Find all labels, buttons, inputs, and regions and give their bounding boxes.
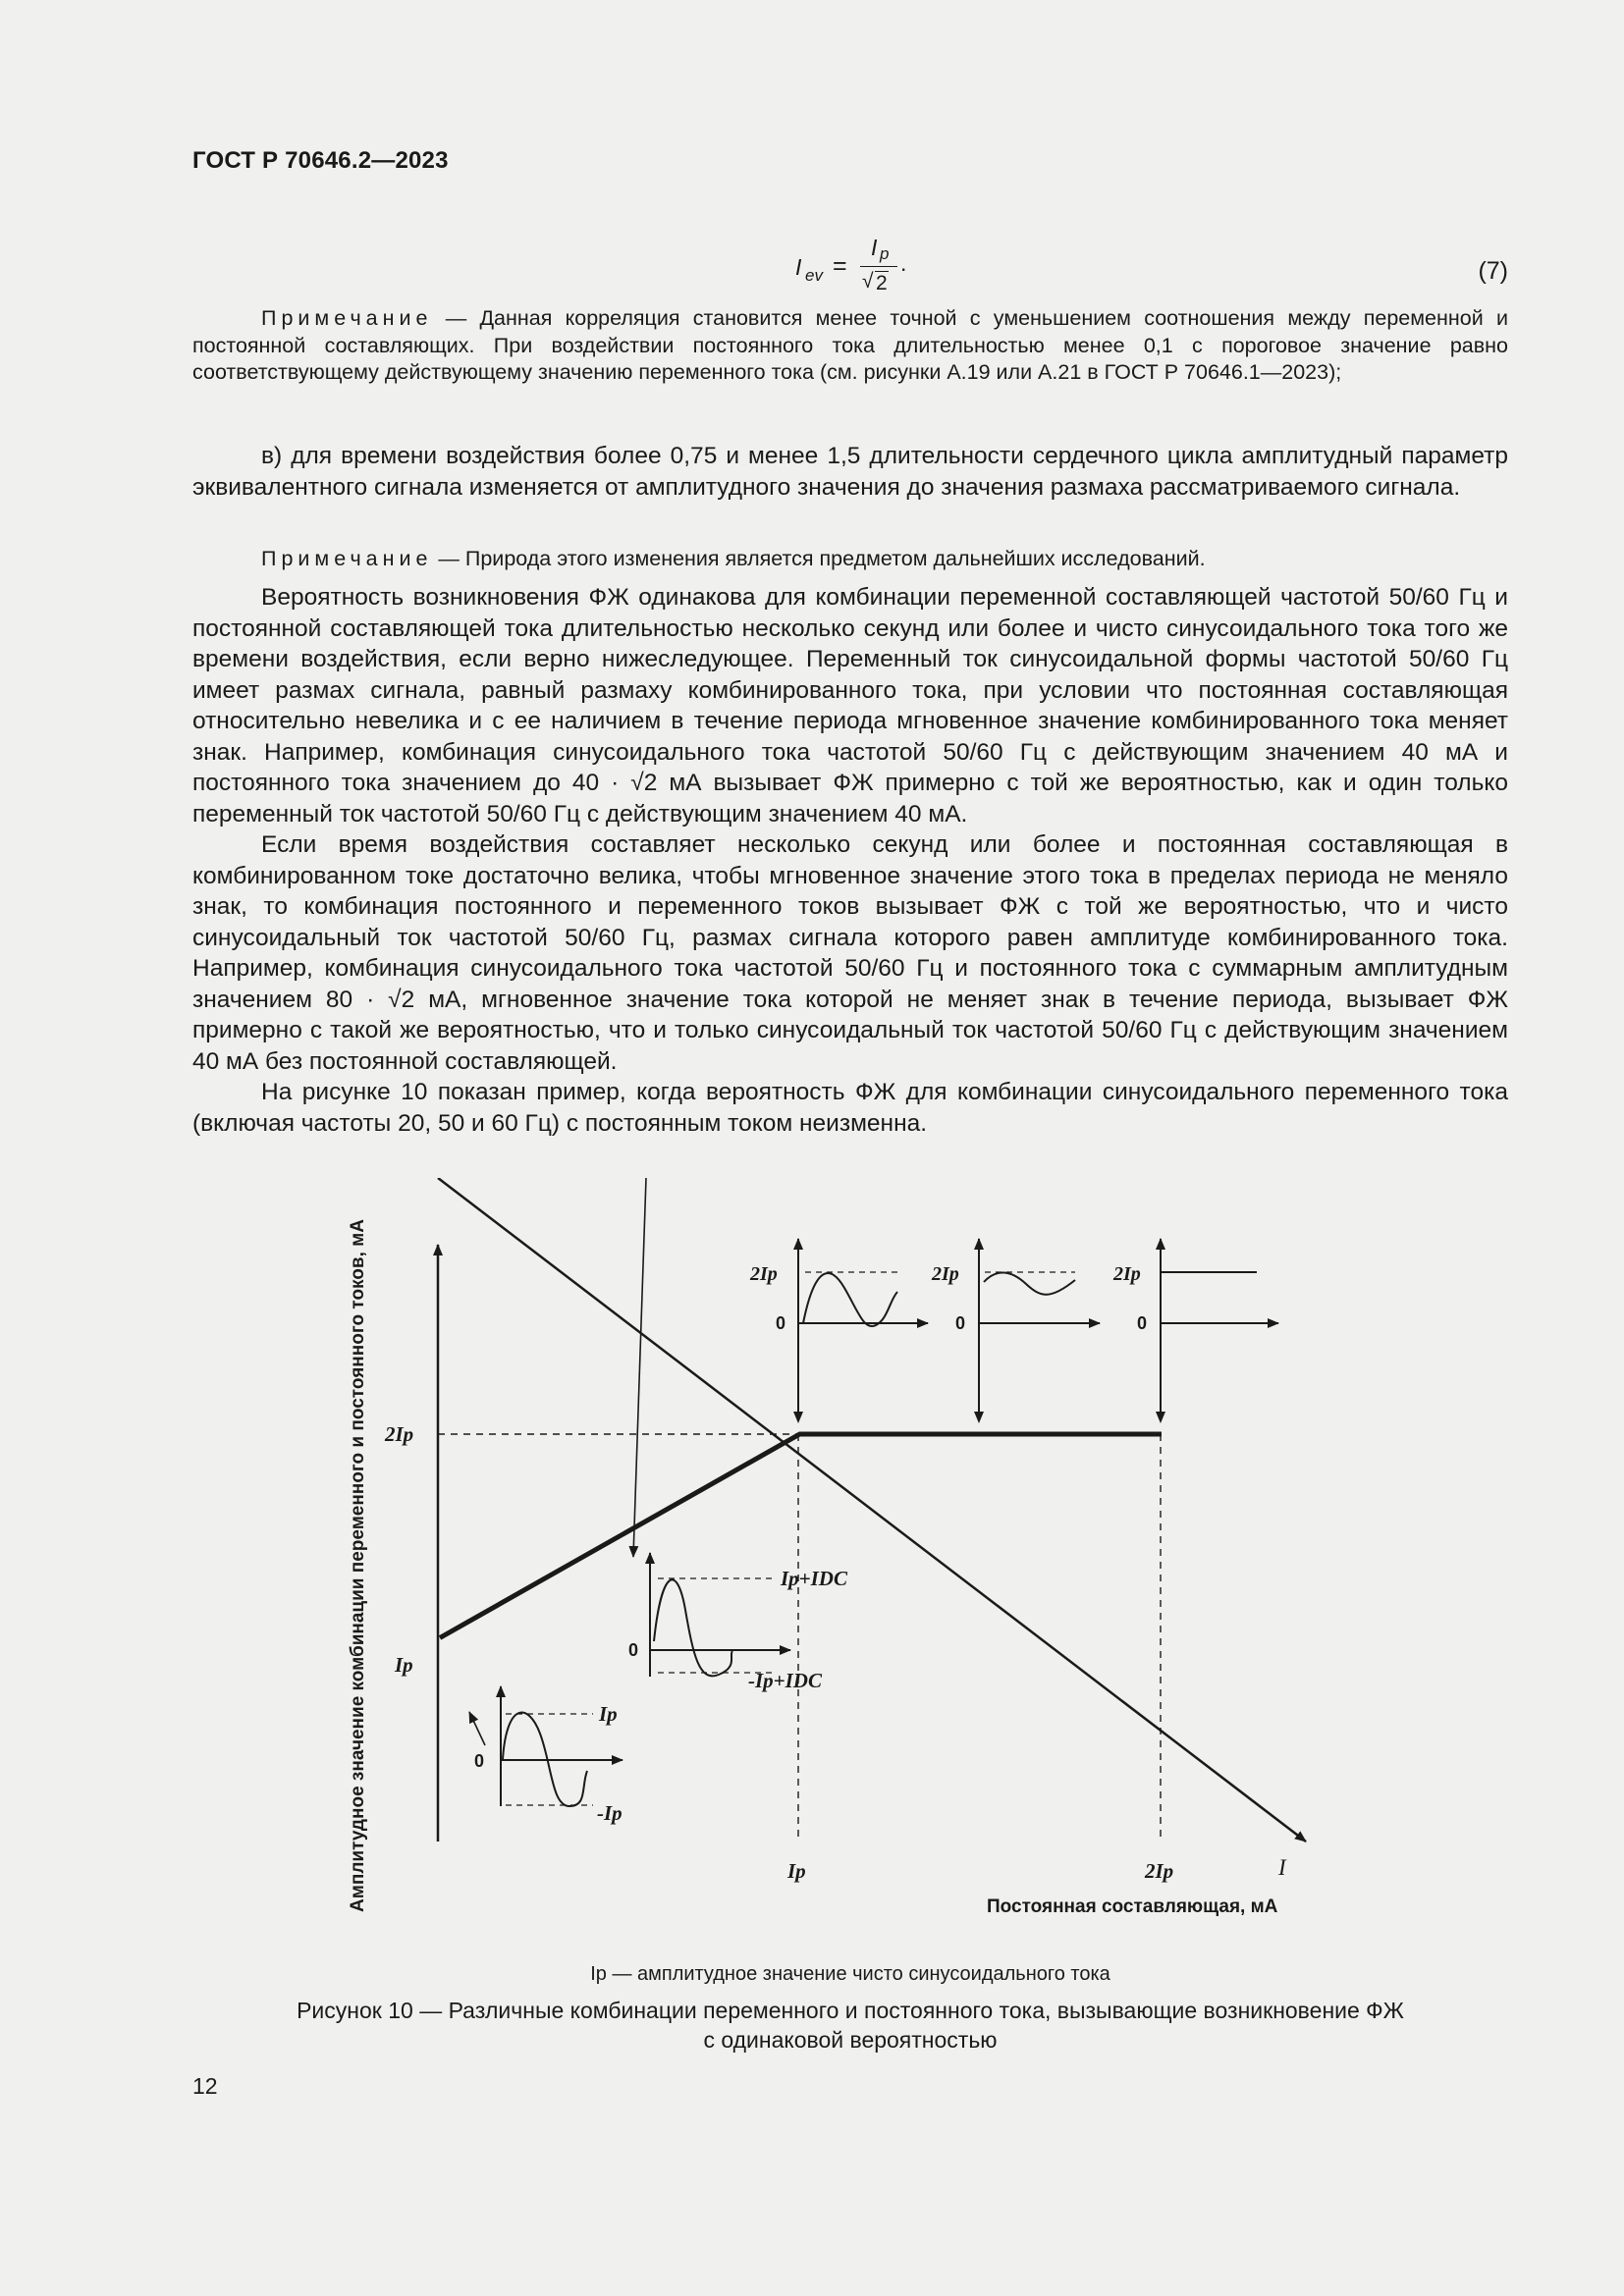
panel-3-label-zero: 0 xyxy=(1137,1313,1148,1333)
paragraph-2: Если время воздействия составляет несколько секунд или более и постоянная составляющая в комбинированном токе достаточно велика, чтобы мгновенное значение этого тока в пределах периода не меняло знак, то комбинация постоянного и переменного токов вызывает ФЖ с той же вероятностью, что и чисто синусоидальный ток частотой 50/60 Гц, размах сигнала которого равен амплитуде комбинированного тока. Например, комбинация синусоидального тока частотой 50/60 Гц и постоянного тока с суммарным амплитудным значением 80 · √2 мА, мгновенное значение тока которой не меняет знак в течение периода, вызывает ФЖ примерно с такой же вероятностью, что и только синусоидальный ток частотой 50/60 Гц с действующим значением 40 мА без постоянной составляющей. xyxy=(192,831,1508,1075)
paragraph-1: Вероятность возникновения ФЖ одинакова для комбинации переменной составляющей частотой 50/60 Гц и постоянной составляющей тока длительностью несколько секунд или более и чисто синусоидального тока того же времени воздействия, если верно нижеследующее. Переменный ток синусоидальной формы частотой 50/60 Гц имеет размах сигнала, равный размаху комбинированного тока, при условии что постоянная составляющая относительно невелика и с ее наличием в течение периода мгновенное значение комбинированного тока меняет знак. Например, комбинация синусоидального тока частотой 50/60 Гц с действующим значением 40 мА и постоянного тока значением до 40 · √2 мА вызывает ФЖ примерно с той же вероятностью, как и один только переменный ток частотой 50/60 Гц с действующим значением 40 мА. xyxy=(192,584,1508,828)
sqrt-sign-icon: √ xyxy=(862,270,874,293)
caption-line-1: Рисунок 10 — Различные комбинации переменного и постоянного тока, вызывающие возникновение ФЖ xyxy=(297,1998,1404,2023)
caption-line-2: с одинаковой вероятностью xyxy=(703,2027,998,2053)
series-line xyxy=(440,1434,1162,1638)
inset-1-label-zero: 0 xyxy=(474,1751,485,1771)
figure-10-chart xyxy=(334,1178,1335,1953)
inset-2-label-bottom: -Ip+IDC xyxy=(748,1669,822,1692)
formula-number: (7) xyxy=(1478,257,1508,285)
inset-2-pointer-arrow xyxy=(633,1178,646,1557)
formula-period: . xyxy=(900,250,907,276)
panel-1-waveform xyxy=(803,1273,897,1326)
panel-1-label-zero: 0 xyxy=(776,1313,786,1333)
formula-7 xyxy=(776,231,1070,309)
formula-denominator: 2 xyxy=(876,272,888,294)
x-axis-symbol: I xyxy=(1278,1855,1286,1880)
inset-2-label-top: Ip+IDC xyxy=(781,1567,847,1590)
panel-2-label-zero: 0 xyxy=(955,1313,966,1333)
fraction-bar xyxy=(860,266,897,267)
formula-equals: = xyxy=(833,252,847,280)
x-axis xyxy=(438,1178,1306,1842)
panel-3-label-2ip: 2Ip xyxy=(1113,1263,1141,1285)
inset-2-waveform xyxy=(654,1579,732,1676)
inset-1-pointer-arrow xyxy=(469,1712,485,1745)
formula-lhs: I xyxy=(795,254,802,280)
guide-lines xyxy=(438,1434,1161,1842)
formula-numerator: I xyxy=(871,235,878,260)
inset-2-label-zero: 0 xyxy=(628,1640,639,1660)
note-2-label: Примечание xyxy=(261,547,433,570)
inset-1-label-top: Ip xyxy=(599,1702,618,1726)
inset-1-label-bottom: -Ip xyxy=(597,1801,623,1825)
y-axis-title: Амплитудное значение комбинации переменного и постоянного токов, мА xyxy=(348,1219,368,1912)
note-1-text: — Данная корреляция становится менее точной с уменьшением соотношения между переменной и постоянной составляющих. При воздействии постоянного тока длительностью менее 0,1 с пороговое значение равно соответствующему действующему значению переменного тока (см. рисунки А.19 или А.21 в ГОСТ Р 70646.1—2023); xyxy=(192,306,1508,384)
note-1-label: Примечание xyxy=(261,306,433,330)
panel-2-label-2ip: 2Ip xyxy=(932,1263,959,1285)
note-2-text: — Природа этого изменения является предметом дальнейших исследований. xyxy=(432,547,1206,570)
figure-10 xyxy=(334,1178,1335,1958)
item-v-text: в) для времени воздействия более 0,75 и менее 1,5 длительности сердечного цикла амплитудный параметр эквивалентного сигнала изменяется от амплитудного значения до значения размаха рассматриваемого сигнала. xyxy=(192,443,1508,501)
formula-lhs-sub: ev xyxy=(805,266,823,285)
document-header: ГОСТ Р 70646.2—2023 xyxy=(192,147,449,174)
x-tick-2ip: 2Ip xyxy=(1145,1859,1174,1883)
panel-1-label-2ip: 2Ip xyxy=(750,1263,778,1285)
paragraph-3: На рисунке 10 показан пример, когда вероятность ФЖ для комбинации синусоидального переменного тока (включая частоты 20, 50 и 60 Гц) с постоянным током неизменна. xyxy=(192,1079,1508,1137)
x-axis-title: Постоянная составляющая, мА xyxy=(987,1896,1278,1917)
panel-2-waveform xyxy=(984,1272,1075,1294)
x-tick-ip: Ip xyxy=(787,1859,806,1883)
y-tick-2ip: 2Ip xyxy=(385,1422,414,1446)
body-text xyxy=(192,582,1508,1139)
formula-numerator-sub: p xyxy=(880,244,890,263)
item-v xyxy=(192,441,1508,503)
note-2 xyxy=(192,546,1508,573)
figure-caption xyxy=(192,1996,1508,2055)
page-number: 12 xyxy=(192,2073,218,2099)
y-tick-ip: Ip xyxy=(395,1653,413,1677)
note-1 xyxy=(192,305,1508,387)
figure-legend: Ip — амплитудное значение чисто синусоидального тока xyxy=(590,1963,1110,1985)
